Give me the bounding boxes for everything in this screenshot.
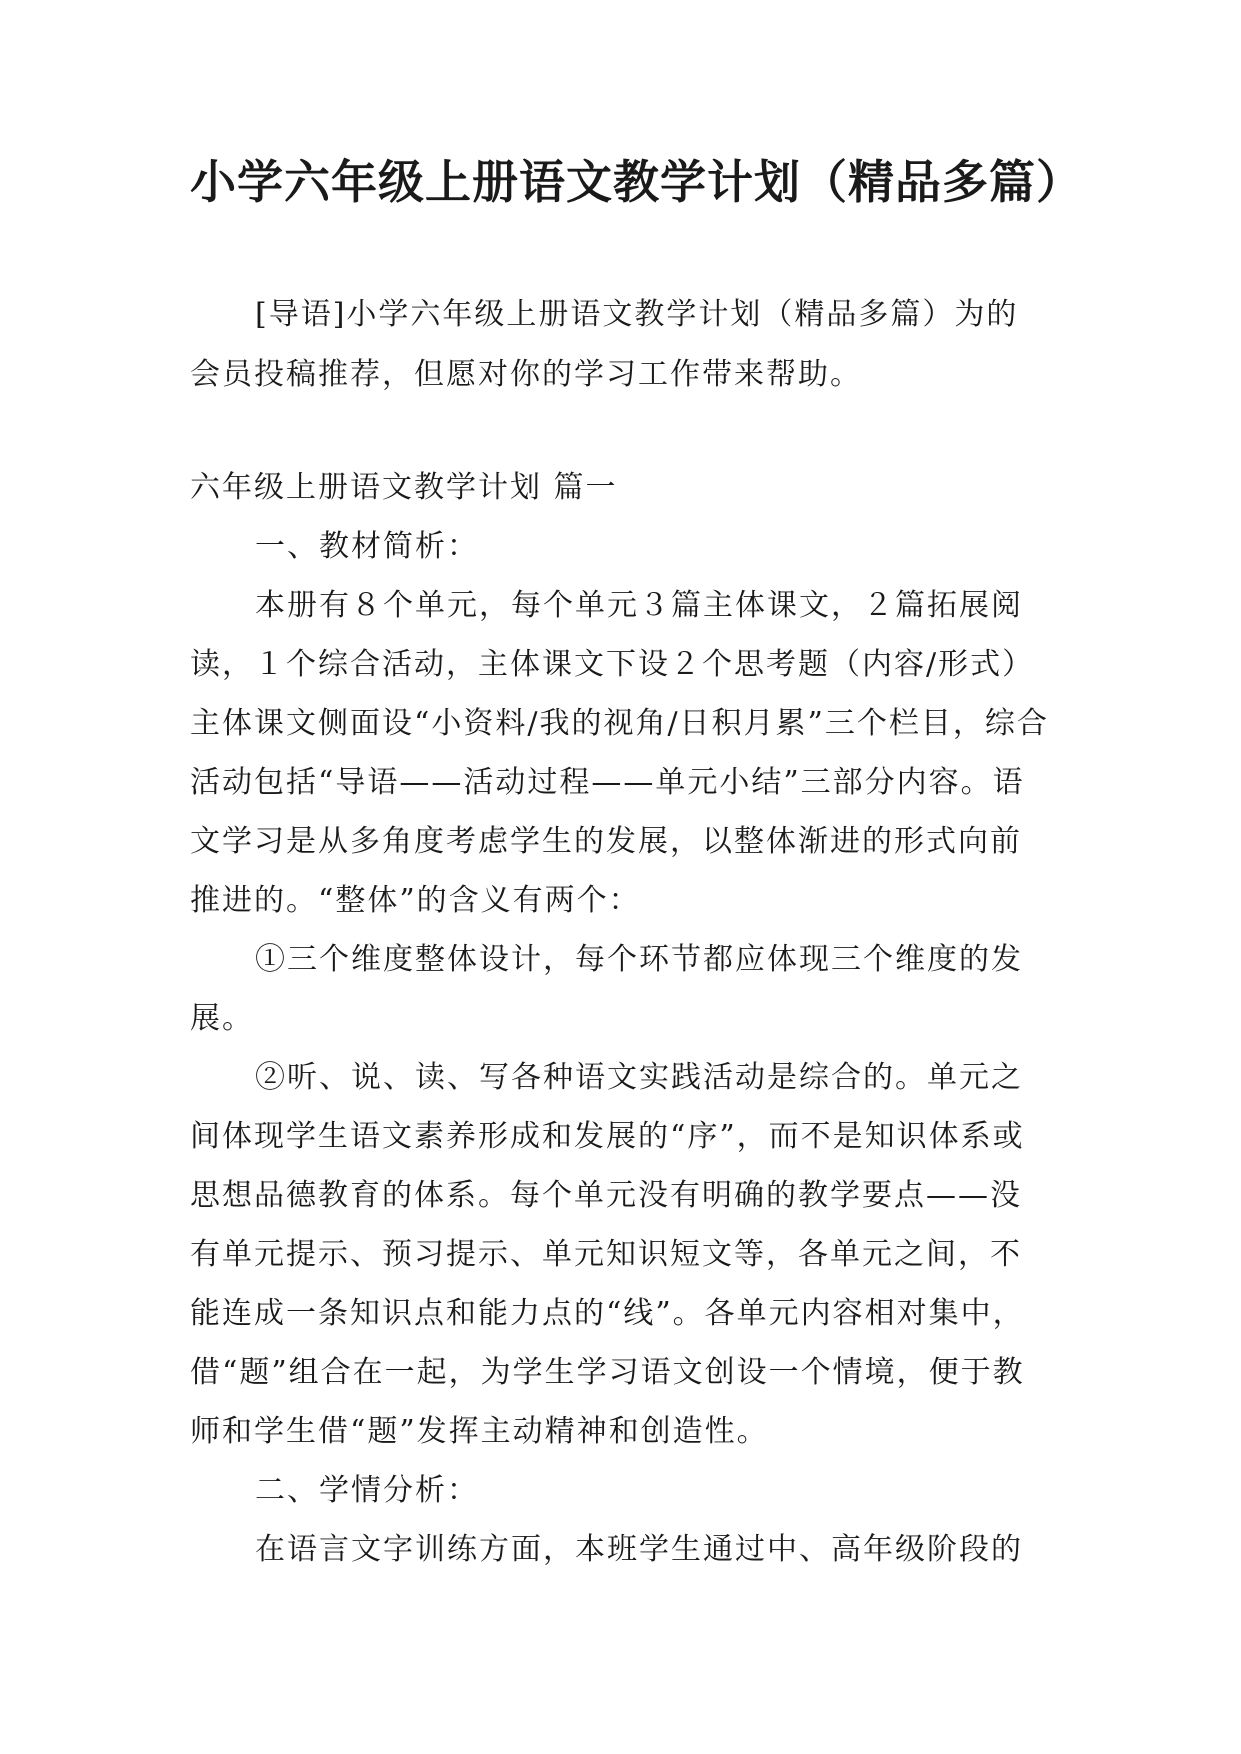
heading-textbook-analysis: 一、教材简析： <box>255 529 479 564</box>
document-title: 小学六年级上册语文教学计划（精品多篇） <box>190 155 1083 209</box>
paragraph-point-two: ②听、说、读、写各种语文实践活动是综合的。单元之间体现学生语文素养形成和发展的“序”，而不是知识体系或思想品德教育的体系。每个单元没有明确的教学要点——没有单元提示、预习提示、单元知识短文等，各单元之间，不能连成一条知识点和能力点的“线”。各单元内容相对集中，借“题”组合在一起，为学生学习语文创设一个情境，便于教师和学生借“题”发挥主动精神和创造性。 <box>190 1060 1025 1449</box>
section-title: 六年级上册语文教学计划 篇一 <box>190 470 618 505</box>
heading-student-analysis: 二、学情分析： <box>255 1473 479 1508</box>
intro-paragraph: [导语]小学六年级上册语文教学计划（精品多篇）为的会员投稿推荐，但愿对你的学习工作带来帮助。 <box>190 297 1019 392</box>
intro-block <box>190 285 1050 405</box>
paragraph-point-one: ①三个维度整体设计，每个环节都应体现三个维度的发展。 <box>190 942 1023 1036</box>
paragraph-textbook-overview: 本册有８个单元，每个单元３篇主体课文，２篇拓展阅读，１个综合活动，主体课文下设２个思考题（内容/形式）主体课文侧面设“小资料/我的视角/日积月累”三个栏目，综合活动包括“导语——活动过程——单元小结”三部分内容。语文学习是从多角度考虑学生的发展，以整体渐进的形式向前推进的。“整体”的含义有两个： <box>190 588 1049 918</box>
main-content <box>190 458 1050 1579</box>
paragraph-student-analysis: 在语言文字训练方面，本班学生通过中、高年级阶段的 <box>255 1532 1023 1567</box>
